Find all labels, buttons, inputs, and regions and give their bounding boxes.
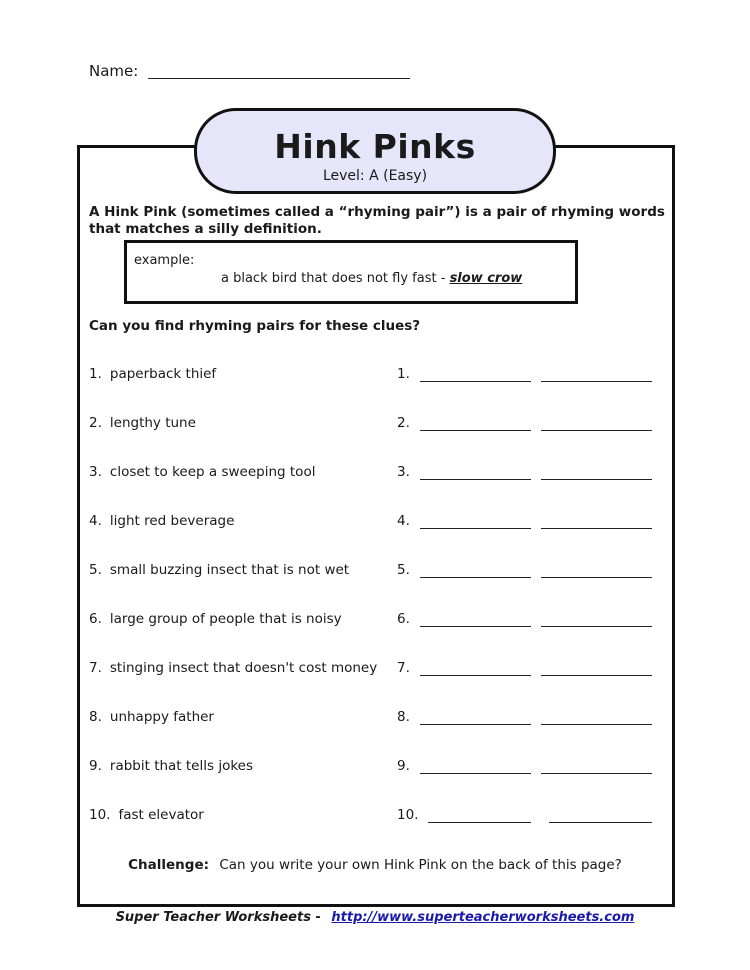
clue-item [89,415,196,431]
answer-blank-1[interactable] [420,626,531,627]
question-heading: Can you find rhyming pairs for these clues? [89,318,421,334]
clue-text: rabbit that tells jokes [109,758,254,774]
clue-item [89,464,315,480]
challenge-line [0,857,750,873]
challenge-text: Can you write your own Hink Pink on the back of this page? [219,857,622,873]
clue-number: 7. [89,660,102,676]
clue-item [89,562,349,578]
clue-number: 8. [89,709,102,725]
answer-blank-2[interactable] [541,528,652,529]
answer-blank-2[interactable] [541,381,652,382]
challenge-label: Challenge: [128,857,210,873]
answer-number: 10. [397,807,419,823]
title-banner [194,108,556,194]
name-label: Name: [89,62,139,80]
clue-text: small buzzing insect that is not wet [109,562,350,578]
clue-text: closet to keep a sweeping tool [109,464,316,480]
worksheet-title: Hink Pinks [274,127,476,166]
clue-text: lengthy tune [109,415,196,431]
example-answer: slow crow [449,271,523,286]
clue-number: 2. [89,415,102,431]
clue-text: paperback thief [109,366,217,382]
example-label: example: [134,253,195,268]
answer-blank-1[interactable] [420,528,531,529]
example-box [124,240,578,304]
answer-number: 3. [397,464,410,480]
level-label: Level: A (Easy) [322,168,428,184]
answer-number: 5. [397,562,410,578]
clue-number: 6. [89,611,102,627]
answer-blank-1[interactable] [420,724,531,725]
intro-text: A Hink Pink (sometimes called a “rhyming pair”) is a pair of rhyming words that matches a silly definition. [89,204,665,237]
answer-blank-1[interactable] [428,822,531,823]
clue-item [89,758,253,774]
clue-item [89,709,214,725]
answer-blank-2[interactable] [541,626,652,627]
clue-item [89,807,204,823]
clue-item [89,513,234,529]
clue-number: 5. [89,562,102,578]
answer-blank-2[interactable] [541,479,652,480]
answer-number: 6. [397,611,410,627]
example-sentence [221,271,522,286]
name-blank-line[interactable] [148,78,410,79]
answer-blank-2[interactable] [541,724,652,725]
answer-number: 9. [397,758,410,774]
answer-number: 2. [397,415,410,431]
clue-text: light red beverage [109,513,235,529]
answer-blank-2[interactable] [541,577,652,578]
answer-blank-1[interactable] [420,381,531,382]
answer-blank-2[interactable] [541,773,652,774]
footer-brand: Super Teacher Worksheets - [115,910,321,925]
clue-item [89,611,342,627]
answer-number: 4. [397,513,410,529]
clue-number: 4. [89,513,102,529]
answer-blank-2[interactable] [541,430,652,431]
clue-number: 10. [89,807,111,823]
answer-blank-1[interactable] [420,675,531,676]
answer-number: 7. [397,660,410,676]
clue-number: 3. [89,464,102,480]
answer-blank-1[interactable] [420,430,531,431]
clue-text: unhappy father [109,709,214,725]
answer-blank-2[interactable] [541,675,652,676]
answer-blank-1[interactable] [420,479,531,480]
answer-number: 1. [397,366,410,382]
answer-blank-1[interactable] [420,577,531,578]
clue-text: stinging insect that doesn't cost money [109,660,378,676]
clue-item [89,366,216,382]
clue-text: fast elevator [118,807,204,823]
answer-blank-2[interactable] [549,822,652,823]
answer-number: 8. [397,709,410,725]
answer-blank-1[interactable] [420,773,531,774]
example-clue: a black bird that does not fly fast - [221,271,446,286]
clue-number: 9. [89,758,102,774]
footer [0,910,750,925]
clue-number: 1. [89,366,102,382]
footer-link[interactable]: http://www.superteacherworksheets.com [331,910,635,925]
clue-item [89,660,377,676]
clue-text: large group of people that is noisy [109,611,342,627]
